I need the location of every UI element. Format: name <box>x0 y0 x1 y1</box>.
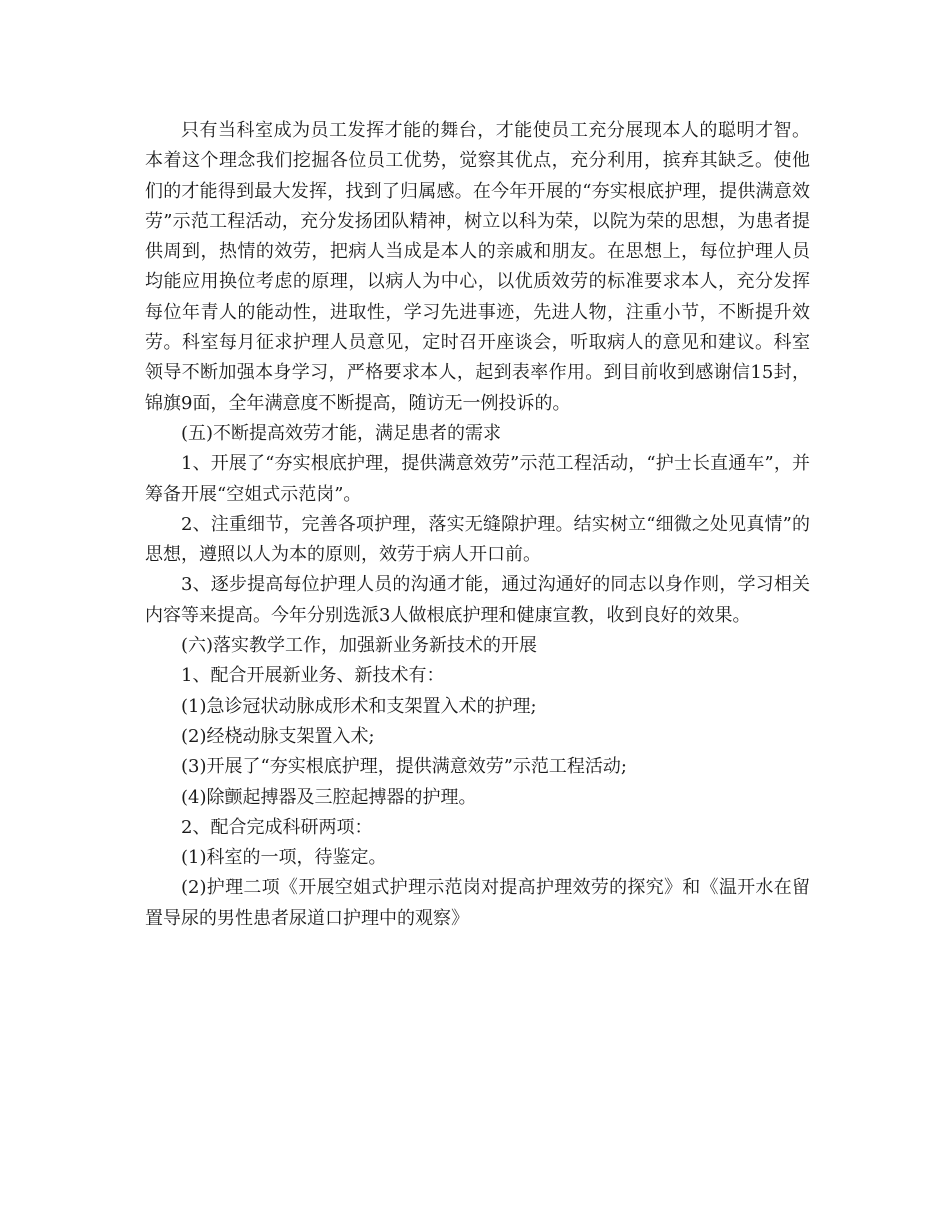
sub-item-6-2-1: (1)科室的一项，待鉴定。 <box>181 847 387 869</box>
list-item-6-2: 2、配合完成科研两项： <box>181 816 373 838</box>
sub-item-6-1-4: (4)除颤起搏器及三腔起搏器的护理。 <box>181 786 477 808</box>
document-body <box>145 116 810 934</box>
sub-item-6-1-1: (1)急诊冠状动脉成形术和支架置入术的护理; <box>181 695 537 717</box>
sub-item-6-1-2: (2)经桡动脉支架置入术; <box>181 725 375 747</box>
sub-item-6-2-2: (2)护理二项《开展空姐式护理示范岗对提高护理效劳的探究》和《温开水在留置导尿的男性患者尿道口护理中的观察》 <box>145 877 810 929</box>
sub-item-6-1-3: (3)开展了“夯实根底护理，提供满意效劳”示范工程活动; <box>181 756 627 778</box>
list-item-5-1: 1、开展了“夯实根底护理，提供满意效劳”示范工程活动，“护士长直通车”，并筹备开展“空姐式示范岗”。 <box>145 453 810 505</box>
list-item-5-2: 2、注重细节，完善各项护理，落实无缝隙护理。结实树立“细微之处见真情”的思想，遵照以人为本的原则，效劳于病人开口前。 <box>145 513 810 566</box>
paragraph-team-spirit: 只有当科室成为员工发挥才能的舞台，才能使员工充分展现本人的聪明才智。本着这个理念我们挖掘各位员工优势，觉察其优点，充分利用，摈弃其缺乏。使他们的才能得到最大发挥，找到了归属感。在今年开展的“夯实根底护理，提供满意效劳”示范工程活动，充分发扬团队精神，树立以科为荣，以院为荣的思想，为患者提供周到，热情的效劳，把病人当成是本人的亲戚和朋友。在思想上，每位护理人员均能应用换位考虑的原理，以病人为中心，以优质效劳的标准要求本人，充分发挥每位年青人的能动性，进取性，学习先进事迹，先进人物，注重小节，不断提升效劳。科室每月征求护理人员意见，定时召开座谈会，听取病人的意见和建议。科室领导不断加强本身学习，严格要求本人，起到表率作用。到目前收到感谢信15封，锦旗9面，全年满意度不断提高，随访无一例投诉的。 <box>145 120 810 414</box>
list-item-6-1: 1、配合开展新业务、新技术有： <box>181 665 445 687</box>
section-heading-6: (六)落实教学工作，加强新业务新技术的开展 <box>181 635 538 657</box>
section-heading-5: (五)不断提高效劳才能，满足患者的需求 <box>181 422 502 444</box>
list-item-5-3: 3、逐步提高每位护理人员的沟通才能，通过沟通好的同志以身作则，学习相关内容等来提高。今年分别选派3人做根底护理和健康宣教，收到良好的效果。 <box>145 574 810 626</box>
